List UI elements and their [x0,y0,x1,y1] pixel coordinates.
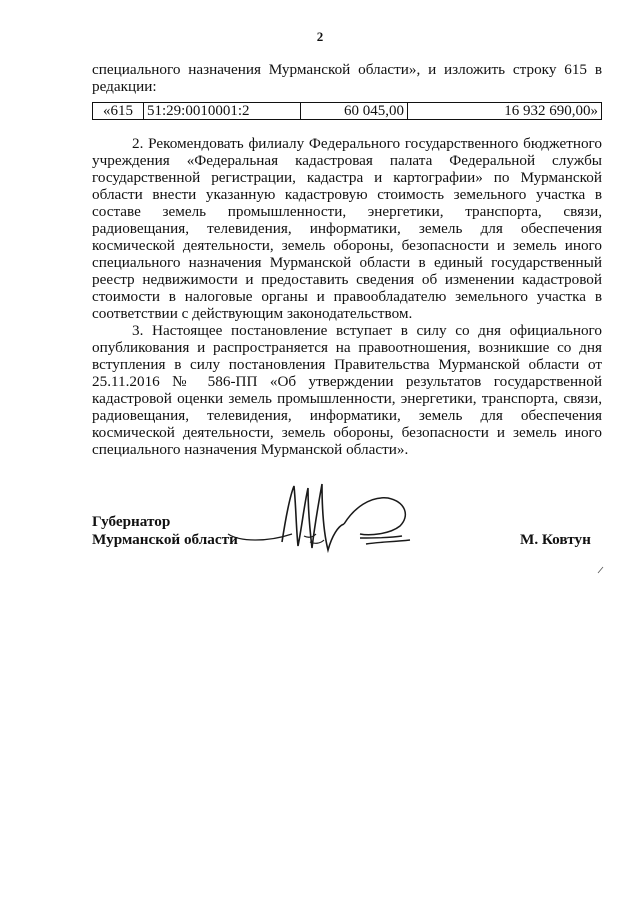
signatory-title-line-2: Мурманской области [92,531,238,548]
signatory-title [92,513,238,549]
area-cell: 60 045,00 [301,103,408,120]
signatory-name: М. Ковтун [520,531,591,548]
amendment-table [92,102,602,120]
paragraph-3: 3. Настоящее постановление вступает в силу со дня официального опубликования и распространяется на правоотношения, возникшие со дня вступления в силу постановления Правительства Мурманской области от 25.11.2016 № 586-ПП «Об утверждении результатов государственной кадастровой оценки земель промышленности, энергетики, транспорта, связи, радиовещания, телевидения, информатики, земель для обеспечения космической деятельности, земель обороны, безопасности и земель иного специального назначения Мурманской области». [92,322,602,458]
stray-mark [596,565,606,575]
signatory-title-line-1: Губернатор [92,513,171,530]
intro-text: специального назначения Мурманской области», и изложить строку 615 в редакции: [92,61,602,95]
cadastral-number-cell: 51:29:0010001:2 [144,103,301,120]
paragraph-2: 2. Рекомендовать филиалу Федерального государственного бюджетного учреждения «Федеральная кадастровая палата Федеральной службы государственной регистрации, кадастра и картографии» по Мурманской области внести указанную кадастровую стоимость земельного участка в составе земель промышленности, энергетики, транспорта, связи, радиовещания, телевидения, информатики, земель для обеспечения космической деятельности, земель обороны, безопасности и земель иного специального назначения Мурманской области в единый государственный реестр недвижимости и предоставить сведения об изменении кадастровой стоимости в налоговые органы и правообладателю земельного участка в соответствии с действующим законодательством. [92,135,602,322]
cadastral-value-cell: 16 932 690,00» [408,103,602,120]
handwritten-signature [220,476,430,566]
page-number: 2 [316,29,324,44]
row-number-cell: «615 [93,103,144,120]
table-row [93,103,602,120]
